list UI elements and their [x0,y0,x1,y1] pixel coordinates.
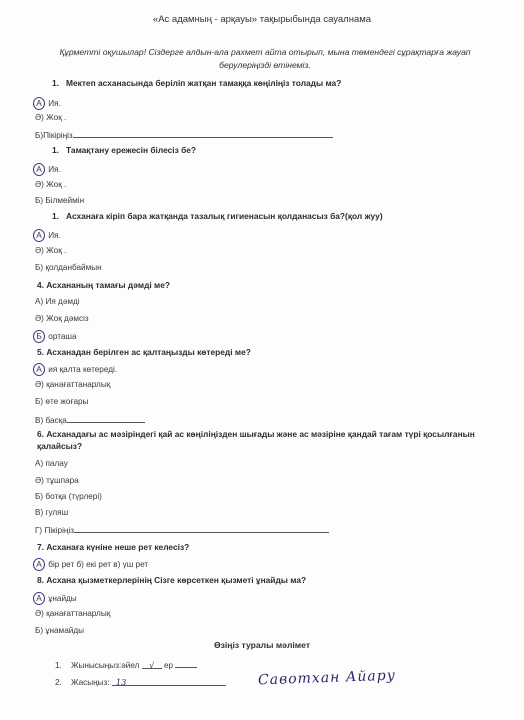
q6-option-b: Ә) тұшпара [35,476,79,485]
question-8: 8. Асхана қызметкерлерінің Сізге көрсеткен қызметі ұнайды ма? [37,575,307,585]
circled-answer: А [33,592,45,605]
circled-answer: А [33,229,45,242]
q3-option-c: Б) қолданбаймын [35,263,102,272]
q1-option-c: Б)Пікіріңіз [35,129,333,140]
q6-option-a: А) палау [35,459,68,468]
q8-option-b: Ә) қанағаттанарлық [35,609,111,618]
q3-option-a: А Ия. [35,229,61,242]
age-value: 13 [112,677,226,686]
doc-title: «Ас адамның - арқауы» тақырыбында сауалнама [152,14,372,25]
question-1: 1. Мектеп асханасында беріліп жатқан тамаққа көңіліңіз толады ма? [52,78,342,88]
question-7: 7. Асханаға күніне неше рет келесіз? [37,542,190,552]
q4-option-b: Ә) Жоқ дәмсіз [35,314,89,323]
q7-options: А бір рет б) екі рет в) үш рет [35,558,148,571]
q5-option-d: В) басқа [35,414,145,425]
q2-option-a: А Ия. [35,163,61,176]
q6-option-d: В) гуляш [35,508,69,517]
circled-answer: А [33,97,45,110]
q5-option-a: А ия қалта көтереді. [35,363,117,376]
question-2: 1. Тамақтану ережесін білесіз бе? [52,145,197,155]
q1-option-b: Ә) Жоқ . [35,113,67,122]
gender-field: 1. Жынысыңыз:әйел √ ер [55,659,197,670]
circled-answer: А [33,558,45,571]
q2-option-c: Б) Білмеймін [35,196,85,205]
about-title: Өзіңіз туралы мәлімет [213,640,311,650]
q4-option-a: А) Ия дәмді [35,297,80,306]
question-6-cont: қалайсыз? [37,441,83,451]
circled-answer: А [33,163,45,176]
intro-line-1: Құрметті оқушылар! Сіздерге алдын-ала рахмет айта отырып, мына төмендегі сұрақтарға жауап [59,47,471,57]
q4-option-c: Б орташа [35,330,77,343]
intro-text [40,46,490,72]
q5-option-b: Ә) қанағаттанарлық [35,380,111,389]
question-5: 5. Асханадан берілген ас қалтаңызды көтереді ме? [37,347,251,357]
age-field: 2. Жасыңыз: 13 [55,677,226,687]
circled-answer: Б [33,330,45,343]
q6-option-c: Б) ботқа (түрлері) [35,492,102,501]
gender-checkmark: √ [142,660,162,669]
q8-option-c: Б) ұнамайды [35,626,84,635]
handwritten-signature: Савотхан Айару [257,667,397,689]
q1-option-a: А Ия. [35,97,61,110]
question-3: 1. Асханаға кіріп бара жатқанда тазалық гигиенасын қолданасыз ба?(қол жуу) [52,211,383,221]
circled-answer: А [33,363,45,376]
q5-option-c: Б) өте жоғары [35,397,89,406]
intro-line-2: берулеріңізді өтінеміз. [219,60,311,70]
q6-option-e: Г) Пікіріңіз [35,524,329,535]
q3-option-b: Ә) Жоқ . [35,246,67,255]
question-4: 4. Асхананың тамағы дәмді ме? [37,280,171,290]
q8-option-a: А ұнайды [35,592,77,605]
q2-option-b: Ә) Жоқ . [35,180,67,189]
question-6: 6. Асханадағы ас мәзіріндегі қай ас көңіліңізден шығады және ас мәзіріне қандай тағам түрі қосылғанын [37,429,475,439]
